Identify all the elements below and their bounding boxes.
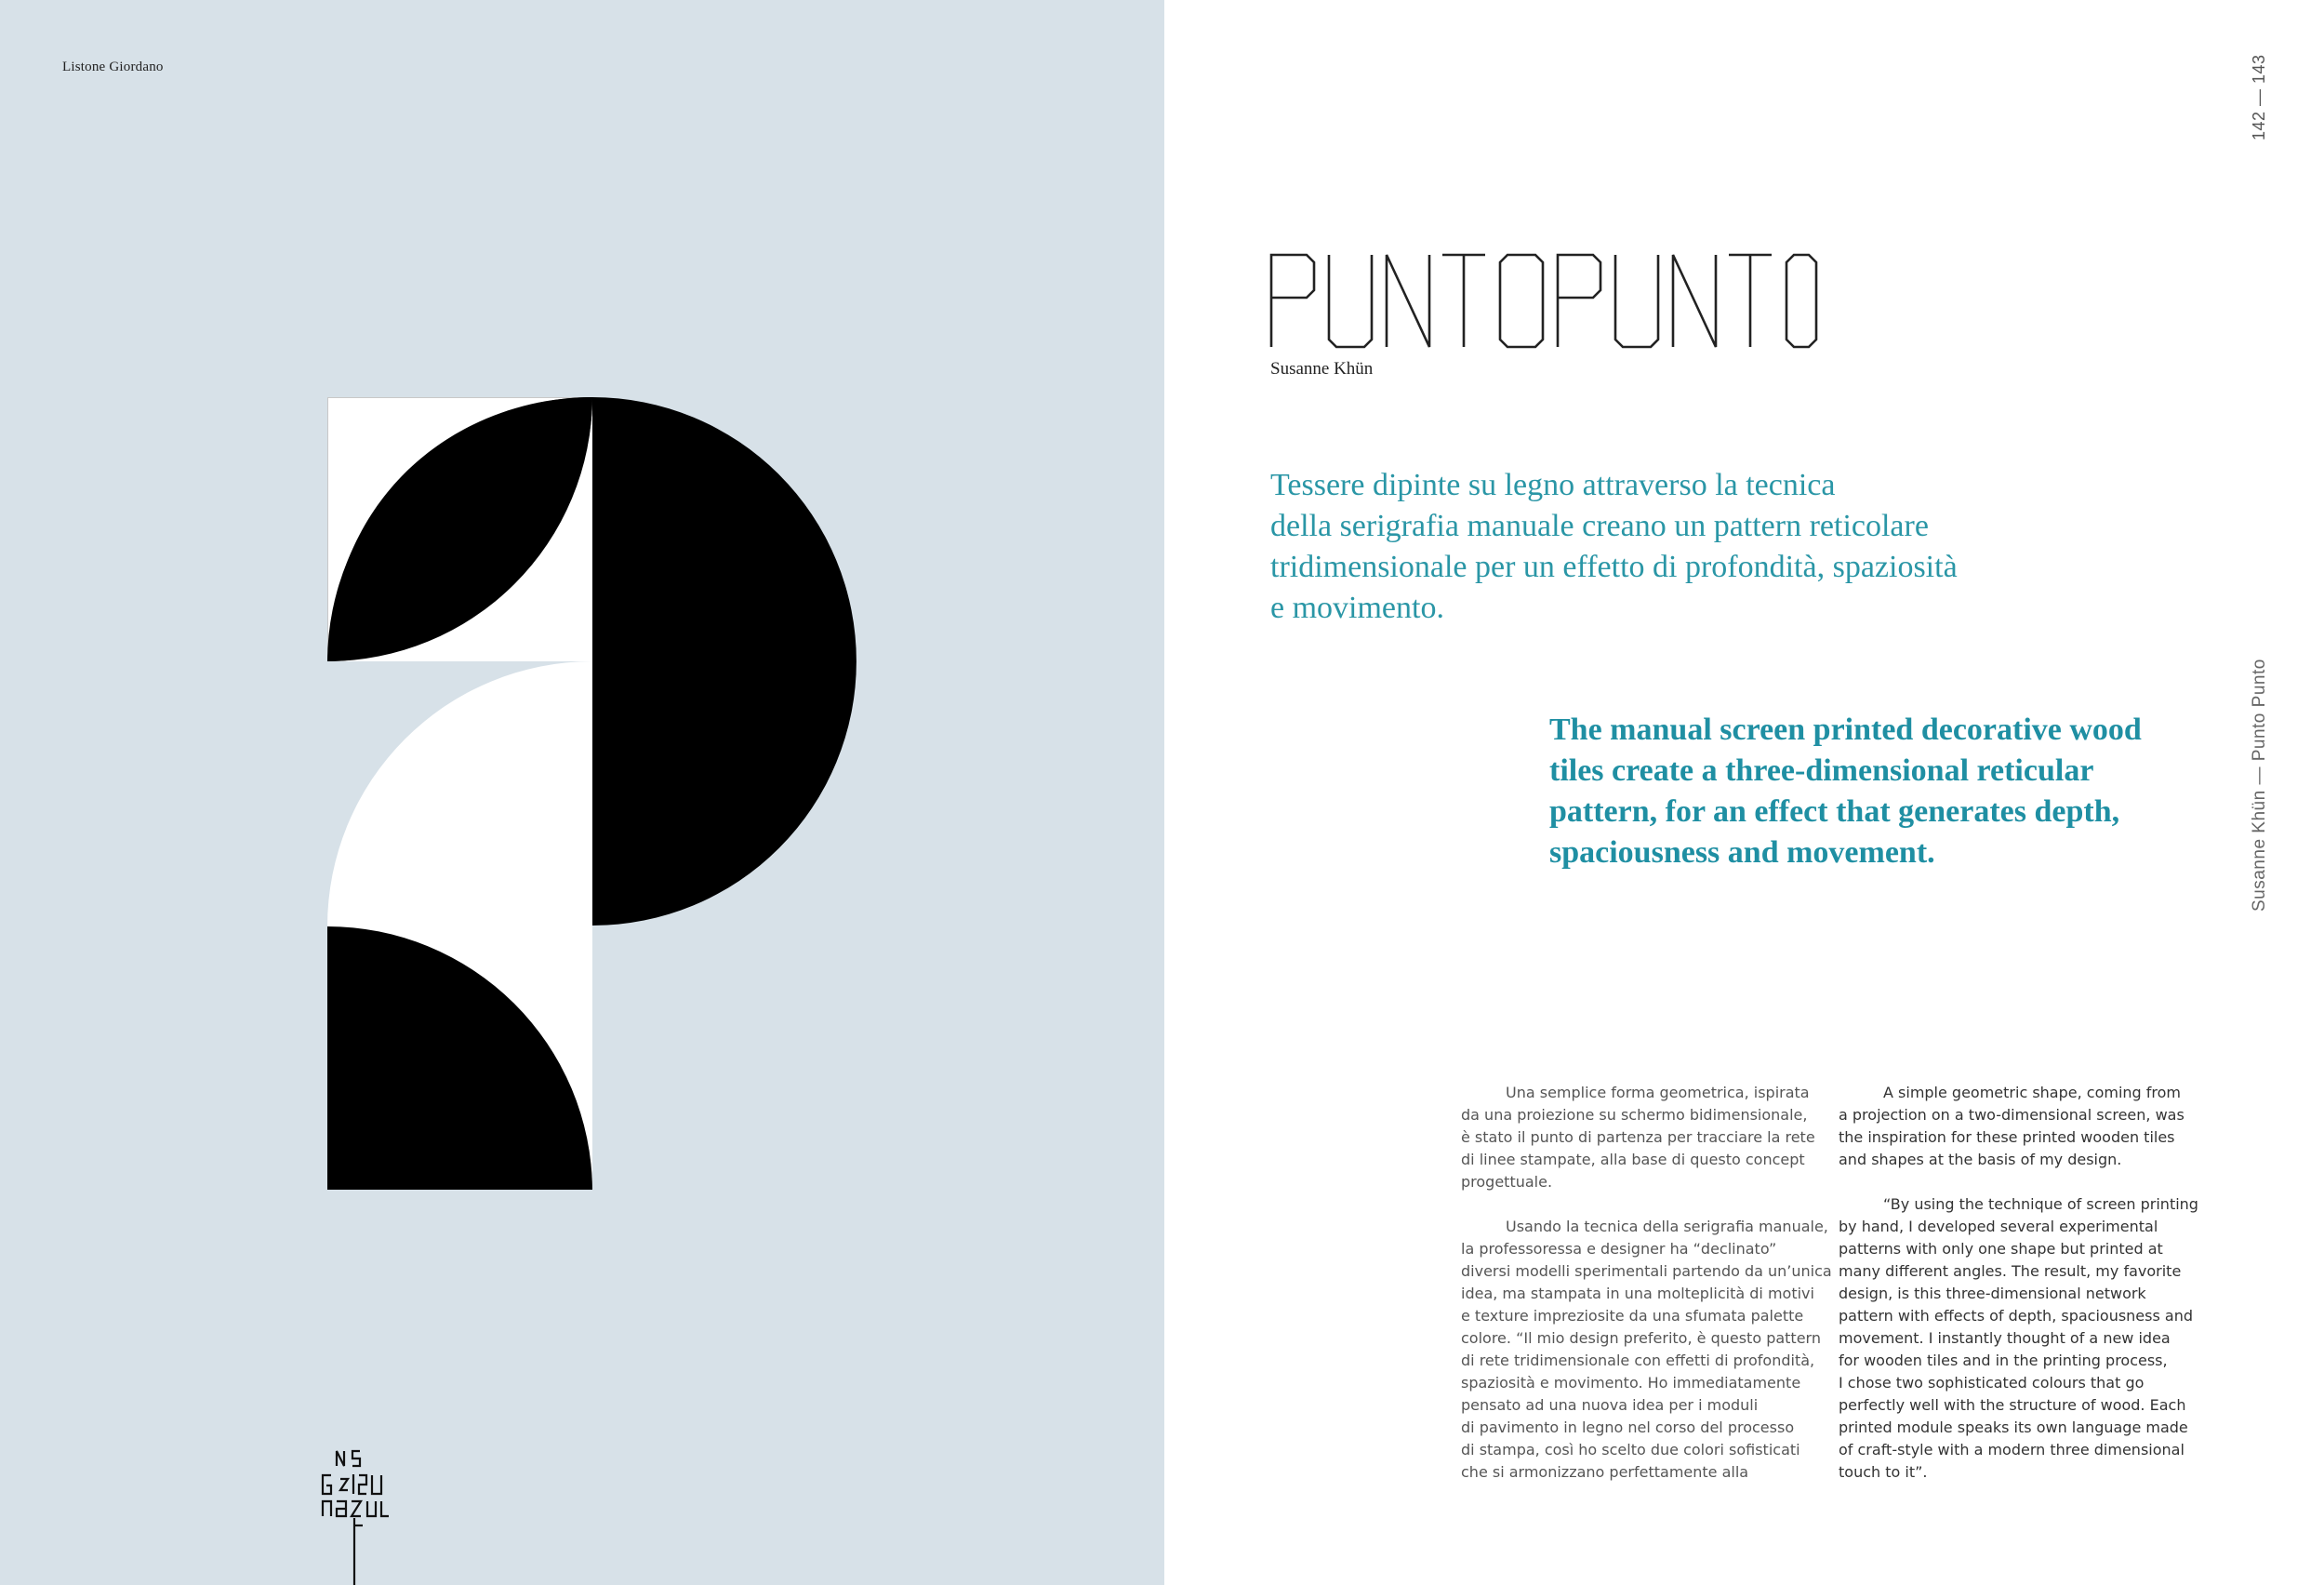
body-paragraph xyxy=(1461,1082,1814,1193)
body-line: A simple geometric shape, coming from xyxy=(1883,1084,2182,1101)
author-name: Susanne Khün xyxy=(1270,359,1374,379)
running-head: Listone Giordano xyxy=(62,60,164,74)
body-line: che si armonizzano perfettamente alla xyxy=(1461,1463,1749,1481)
body-line: spaziosità e movimento. Ho immediatamente xyxy=(1461,1374,1801,1392)
body-line: and shapes at the basis of my design. xyxy=(1839,1151,2122,1168)
body-line: by hand, I developed several experimental xyxy=(1839,1218,2158,1235)
body-line: “By using the technique of screen printing xyxy=(1883,1195,2198,1213)
body-line: colore. “Il mio design preferito, è questo pattern xyxy=(1461,1329,1821,1347)
side-running-title: Susanne Khün — Punto Punto xyxy=(2250,659,2269,912)
body-line: movement. I instantly thought of a new idea xyxy=(1839,1329,2171,1347)
body-line: di rete tridimensionale con effetti di profondità, xyxy=(1461,1352,1815,1369)
body-line: di pavimento in legno nel corso del processo xyxy=(1461,1419,1795,1436)
body-paragraph xyxy=(1461,1216,1832,1484)
lede-italian-line: Tessere dipinte su legno attraverso la tecnica xyxy=(1270,468,1836,502)
body-line: many different angles. The result, my favorite xyxy=(1839,1262,2182,1280)
body-paragraph xyxy=(1839,1082,2192,1171)
body-line: I chose two sophisticated colours that go xyxy=(1839,1374,2145,1392)
page-numbers: 142 — 143 xyxy=(2250,54,2268,140)
body-line: pensato ad una nuova idea per i moduli xyxy=(1461,1396,1759,1414)
body-line: perfectly well with the structure of wood. Each xyxy=(1839,1396,2186,1414)
body-line: a projection on a two-dimensional screen, was xyxy=(1839,1106,2185,1124)
body-line: è stato il punto di partenza per tracciare la rete xyxy=(1461,1128,1815,1146)
body-line: patterns with only one shape but printed at xyxy=(1839,1240,2163,1258)
article-title-text: PUNTOPUNTO xyxy=(1269,342,1276,343)
body-line: di linee stampate, alla base di questo concept xyxy=(1461,1151,1805,1168)
body-line: design, is this three-dimensional network xyxy=(1839,1285,2146,1302)
body-line: idea, ma stampata in una molteplicità di motivi xyxy=(1461,1285,1814,1302)
body-line: printed module speaks its own language made xyxy=(1839,1419,2188,1436)
lede-english-line: pattern, for an effect that generates depth, xyxy=(1549,794,2120,829)
body-line: touch to it”. xyxy=(1839,1463,1928,1481)
lede-english xyxy=(1549,710,2219,873)
body-column-italian xyxy=(1461,1082,1832,1506)
lede-italian-line: della serigrafia manuale creano un pattern reticolare xyxy=(1270,509,1929,543)
body-line: pattern with effects of depth, spaciousness and xyxy=(1839,1307,2194,1325)
body-paragraph xyxy=(1839,1193,2198,1484)
body-column-english xyxy=(1839,1082,2198,1506)
body-line: diversi modelli sperimentali partendo da un’unica xyxy=(1461,1262,1832,1280)
body-line: e texture impreziosite da una sfumata palette xyxy=(1461,1307,1804,1325)
lede-english-line: The manual screen printed decorative wood xyxy=(1549,713,2142,747)
body-line: progettuale. xyxy=(1461,1173,1553,1191)
body-line: of craft-style with a modern three dimensional xyxy=(1839,1441,2185,1458)
body-line: da una proiezione su schermo bidimensionale, xyxy=(1461,1106,1808,1124)
body-line: la professoressa e designer ha “declinato” xyxy=(1461,1240,1777,1258)
body-line: the inspiration for these printed wooden tiles xyxy=(1839,1128,2175,1146)
body-line: Usando la tecnica della serigrafia manuale, xyxy=(1506,1218,1828,1235)
lede-english-line: tiles create a three-dimensional reticular xyxy=(1549,753,2094,788)
lede-italian-line: tridimensionale per un effetto di profondità, spaziosità xyxy=(1270,550,1958,584)
lede-italian xyxy=(1270,465,2107,629)
article-title xyxy=(1269,249,1818,352)
body-line: for wooden tiles and in the printing process, xyxy=(1839,1352,2168,1369)
lede-english-line: spaciousness and movement. xyxy=(1549,835,1935,870)
body-line: di stampa, così ho scelto due colori sofisticati xyxy=(1461,1441,1800,1458)
lede-italian-line: e movimento. xyxy=(1270,591,1444,625)
body-line: Una semplice forma geometrica, ispirata xyxy=(1506,1084,1810,1101)
